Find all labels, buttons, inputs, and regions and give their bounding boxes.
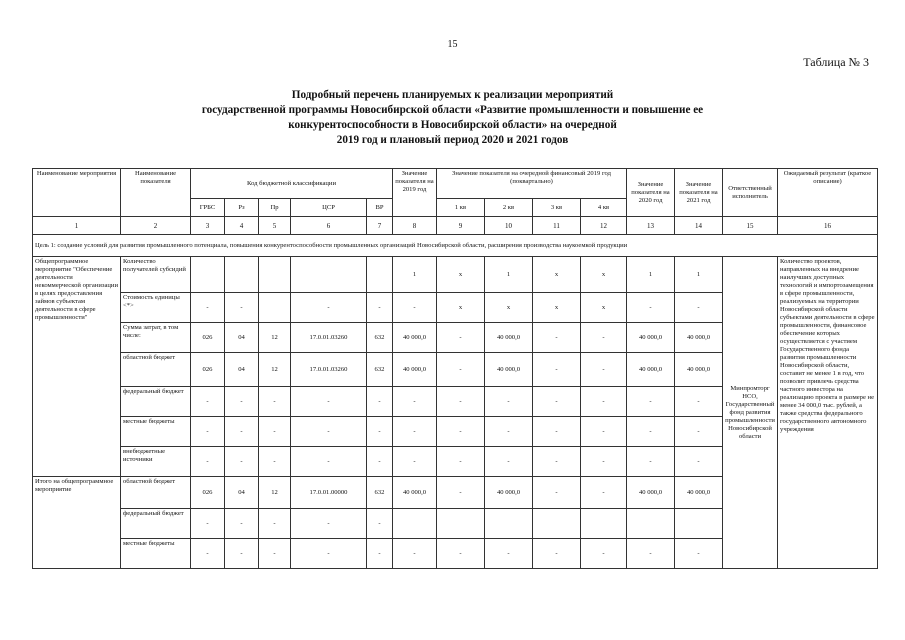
cell-rz: 04 — [225, 353, 259, 387]
header-executor: Ответственный исполнитель — [723, 169, 778, 217]
column-number: 4 — [225, 217, 259, 235]
indicator-name: внебюджетные источники — [121, 447, 191, 477]
cell-csr: - — [291, 509, 367, 539]
title-line: конкурентоспособности в Новосибирской области» на очередной — [288, 119, 617, 131]
cell-v2019: - — [393, 387, 437, 417]
cell-v2020: 1 — [627, 257, 675, 293]
cell-q4: - — [581, 353, 627, 387]
cell-v2021: 40 000,0 — [675, 323, 723, 353]
header-quarters: Значение показателя на очередной финансовый 2019 год (поквартально) — [437, 169, 627, 199]
cell-q3: х — [533, 257, 581, 293]
cell-pr — [259, 257, 291, 293]
cell-q1: х — [437, 257, 485, 293]
header-q4: 4 кв — [581, 199, 627, 217]
column-numbers-row — [33, 217, 878, 235]
title-line: государственной программы Новосибирской области «Развитие промышленности и повышение ее — [201, 104, 704, 116]
cell-csr — [291, 257, 367, 293]
cell-v2019: 40 000,0 — [393, 477, 437, 509]
header-vr: ВР — [367, 199, 393, 217]
cell-q2: х — [485, 293, 533, 323]
cell-rz: - — [225, 387, 259, 417]
cell-q1: - — [437, 417, 485, 447]
cell-vr: - — [367, 509, 393, 539]
cell-q1: - — [437, 353, 485, 387]
header-pr: Пр — [259, 199, 291, 217]
cell-v2019: - — [393, 417, 437, 447]
cell-q1: - — [437, 447, 485, 477]
header-q1: 1 кв — [437, 199, 485, 217]
cell-v2019: 40 000,0 — [393, 323, 437, 353]
column-number: 13 — [627, 217, 675, 235]
indicator-name: областной бюджет — [121, 353, 191, 387]
column-number: 12 — [581, 217, 627, 235]
cell-q4: - — [581, 417, 627, 447]
indicator-name: Стоимость единицы <*> — [121, 293, 191, 323]
header-csr: ЦСР — [291, 199, 367, 217]
cell-q2: 40 000,0 — [485, 477, 533, 509]
header-value2021: Значение показателя на 2021 год — [675, 169, 723, 217]
cell-rz: 04 — [225, 477, 259, 509]
cell-rz: - — [225, 539, 259, 569]
column-number: 9 — [437, 217, 485, 235]
cell-csr: - — [291, 539, 367, 569]
header-event: Наименование мероприятия — [33, 169, 121, 217]
cell-q3: - — [533, 447, 581, 477]
cell-rz — [225, 257, 259, 293]
cell-v2021: 40 000,0 — [675, 477, 723, 509]
cell-pr — [259, 293, 291, 323]
cell-q2: - — [485, 417, 533, 447]
cell-csr: - — [291, 447, 367, 477]
cell-v2020: 40 000,0 — [627, 353, 675, 387]
cell-v2019: - — [393, 447, 437, 477]
cell-q3: - — [533, 323, 581, 353]
cell-grbs — [191, 257, 225, 293]
cell-q4: х — [581, 293, 627, 323]
cell-q4: - — [581, 539, 627, 569]
cell-pr: - — [259, 447, 291, 477]
column-number: 3 — [191, 217, 225, 235]
cell-q4: х — [581, 257, 627, 293]
header-row — [33, 169, 878, 199]
column-number: 11 — [533, 217, 581, 235]
cell-rz: - — [225, 417, 259, 447]
cell-v2019: 1 — [393, 257, 437, 293]
header-rz: Рз — [225, 199, 259, 217]
cell-v2021 — [675, 509, 723, 539]
cell-vr: - — [367, 539, 393, 569]
column-number: 6 — [291, 217, 367, 235]
cell-v2021: - — [675, 539, 723, 569]
table-row — [33, 257, 878, 293]
cell-v2021: - — [675, 417, 723, 447]
cell-v2021: - — [675, 293, 723, 323]
cell-rz: - — [225, 447, 259, 477]
cell-q4: - — [581, 447, 627, 477]
cell-q1: - — [437, 477, 485, 509]
cell-v2021: - — [675, 387, 723, 417]
cell-q2: 40 000,0 — [485, 323, 533, 353]
column-number: 7 — [367, 217, 393, 235]
cell-v2021: 1 — [675, 257, 723, 293]
cell-v2019: - — [393, 293, 437, 323]
cell-pr: 12 — [259, 323, 291, 353]
indicator-name: областной бюджет — [121, 477, 191, 509]
cell-v2020: - — [627, 293, 675, 323]
cell-rz: 04 — [225, 323, 259, 353]
cell-vr: - — [367, 387, 393, 417]
indicator-name: Сумма затрат, в том числе: — [121, 323, 191, 353]
cell-csr: - — [291, 417, 367, 447]
cell-pr: 12 — [259, 477, 291, 509]
cell-q3: - — [533, 477, 581, 509]
column-number: 10 — [485, 217, 533, 235]
total-name: Итого на общепрограммное мероприятие — [33, 477, 121, 569]
column-number: 15 — [723, 217, 778, 235]
cell-q3: - — [533, 539, 581, 569]
column-number: 5 — [259, 217, 291, 235]
cell-q2 — [485, 509, 533, 539]
cell-grbs: - — [191, 539, 225, 569]
column-number: 2 — [121, 217, 191, 235]
cell-vr: 632 — [367, 353, 393, 387]
event-name: Общепрограммное мероприятие "Обеспечение деятельности некоммерческой организации в целях предоставления займов субъектам деятельности в сфере промышленности" — [33, 257, 121, 477]
cell-q4 — [581, 509, 627, 539]
cell-q4: - — [581, 387, 627, 417]
cell-grbs: 026 — [191, 323, 225, 353]
title-line: 2019 год и плановый период 2020 и 2021 годов — [336, 134, 569, 146]
document-title — [0, 88, 905, 148]
column-number: 1 — [33, 217, 121, 235]
cell-q2: - — [485, 539, 533, 569]
cell-rz: - — [225, 509, 259, 539]
cell-grbs: - — [191, 417, 225, 447]
column-number: 8 — [393, 217, 437, 235]
cell-v2019 — [393, 509, 437, 539]
goal-text: Цель 1: создание условий для развития промышленного потенциала, повышения конкурентоспособности промышленных организаций Новосибирской области, расширения производства наукоемкой продукции — [33, 235, 878, 257]
cell-v2019: - — [393, 539, 437, 569]
cell-q1: х — [437, 293, 485, 323]
cell-pr: 12 — [259, 353, 291, 387]
cell-vr: - — [367, 417, 393, 447]
cell-v2020: - — [627, 417, 675, 447]
cell-csr: 17.0.01.03260 — [291, 353, 367, 387]
cell-q4: - — [581, 323, 627, 353]
cell-v2020: - — [627, 387, 675, 417]
cell-q1: - — [437, 323, 485, 353]
cell-q1 — [437, 509, 485, 539]
cell-pr: - — [259, 509, 291, 539]
page-number: 15 — [447, 39, 458, 50]
cell-v2019: 40 000,0 — [393, 353, 437, 387]
cell-rz: - — [225, 293, 259, 323]
cell-v2020: - — [627, 539, 675, 569]
cell-q4: - — [581, 477, 627, 509]
cell-v2021: - — [675, 447, 723, 477]
cell-q3: - — [533, 353, 581, 387]
cell-q3: х — [533, 293, 581, 323]
cell-vr — [367, 257, 393, 293]
cell-grbs: - — [191, 509, 225, 539]
cell-v2021: 40 000,0 — [675, 353, 723, 387]
events-table — [32, 168, 878, 569]
cell-q3: - — [533, 417, 581, 447]
cell-csr: 17.0.01.03260 — [291, 323, 367, 353]
cell-q1: - — [437, 539, 485, 569]
cell-vr: 632 — [367, 477, 393, 509]
cell-v2020: - — [627, 447, 675, 477]
cell-v2020: 40 000,0 — [627, 323, 675, 353]
indicator-name: Количество получателей субсидий — [121, 257, 191, 293]
cell-csr: - — [291, 293, 367, 323]
cell-v2020: 40 000,0 — [627, 477, 675, 509]
header-q3: 3 кв — [533, 199, 581, 217]
cell-csr: 17.0.01.00000 — [291, 477, 367, 509]
header-value2019: Значение показателя на 2019 год — [393, 169, 437, 217]
indicator-name: местные бюджеты — [121, 539, 191, 569]
cell-pr: - — [259, 387, 291, 417]
cell-grbs: - — [191, 447, 225, 477]
cell-pr: - — [259, 417, 291, 447]
table-label: Таблица № 3 — [803, 55, 869, 69]
executor-text: Минпромторг НСО, Государственный фонд развития промышленности Новосибирской области — [723, 257, 778, 569]
header-bcc: Код бюджетной классификации — [191, 169, 393, 199]
cell-q3 — [533, 509, 581, 539]
column-number: 14 — [675, 217, 723, 235]
cell-q1: - — [437, 387, 485, 417]
cell-csr: - — [291, 387, 367, 417]
title-line: Подробный перечень планируемых к реализации мероприятий — [291, 89, 614, 101]
cell-vr: 632 — [367, 323, 393, 353]
cell-q3: - — [533, 387, 581, 417]
cell-grbs: 026 — [191, 353, 225, 387]
cell-pr: - — [259, 539, 291, 569]
header-q2: 2 кв — [485, 199, 533, 217]
header-grbs: ГРБС — [191, 199, 225, 217]
cell-grbs: - — [191, 293, 225, 323]
indicator-name: федеральный бюджет — [121, 387, 191, 417]
cell-grbs: 026 — [191, 477, 225, 509]
cell-q2: - — [485, 387, 533, 417]
cell-q2: - — [485, 447, 533, 477]
cell-q2: 40 000,0 — [485, 353, 533, 387]
cell-q2: 1 — [485, 257, 533, 293]
indicator-name: федеральный бюджет — [121, 509, 191, 539]
header-value2020: Значение показателя на 2020 год — [627, 169, 675, 217]
indicator-name: местные бюджеты — [121, 417, 191, 447]
cell-vr: - — [367, 293, 393, 323]
cell-v2020 — [627, 509, 675, 539]
cell-grbs: - — [191, 387, 225, 417]
goal-row — [33, 235, 878, 257]
header-indicator: Наименование показателя — [121, 169, 191, 217]
column-number: 16 — [778, 217, 878, 235]
result-text: Количество проектов, направленных на внедрение наилучших доступных технологий и импортозамещения в сфере промышленности, реализуемых на территории Новосибирской области субъектами деятельности в сфере промышленности, финансовое обеспечение которых осуществляется с участием Государственного фонда развития промышленности Новосибирской области, составит не менее 1 в год, что позволит привлечь средства частного инвестора на реализацию проекта в размере не менее 34 000,0 тыс. рублей, а также средства федерального государственного автономного учреждения — [778, 257, 878, 569]
header-result: Ожидаемый результат (краткое описание) — [778, 169, 878, 217]
cell-vr: - — [367, 447, 393, 477]
